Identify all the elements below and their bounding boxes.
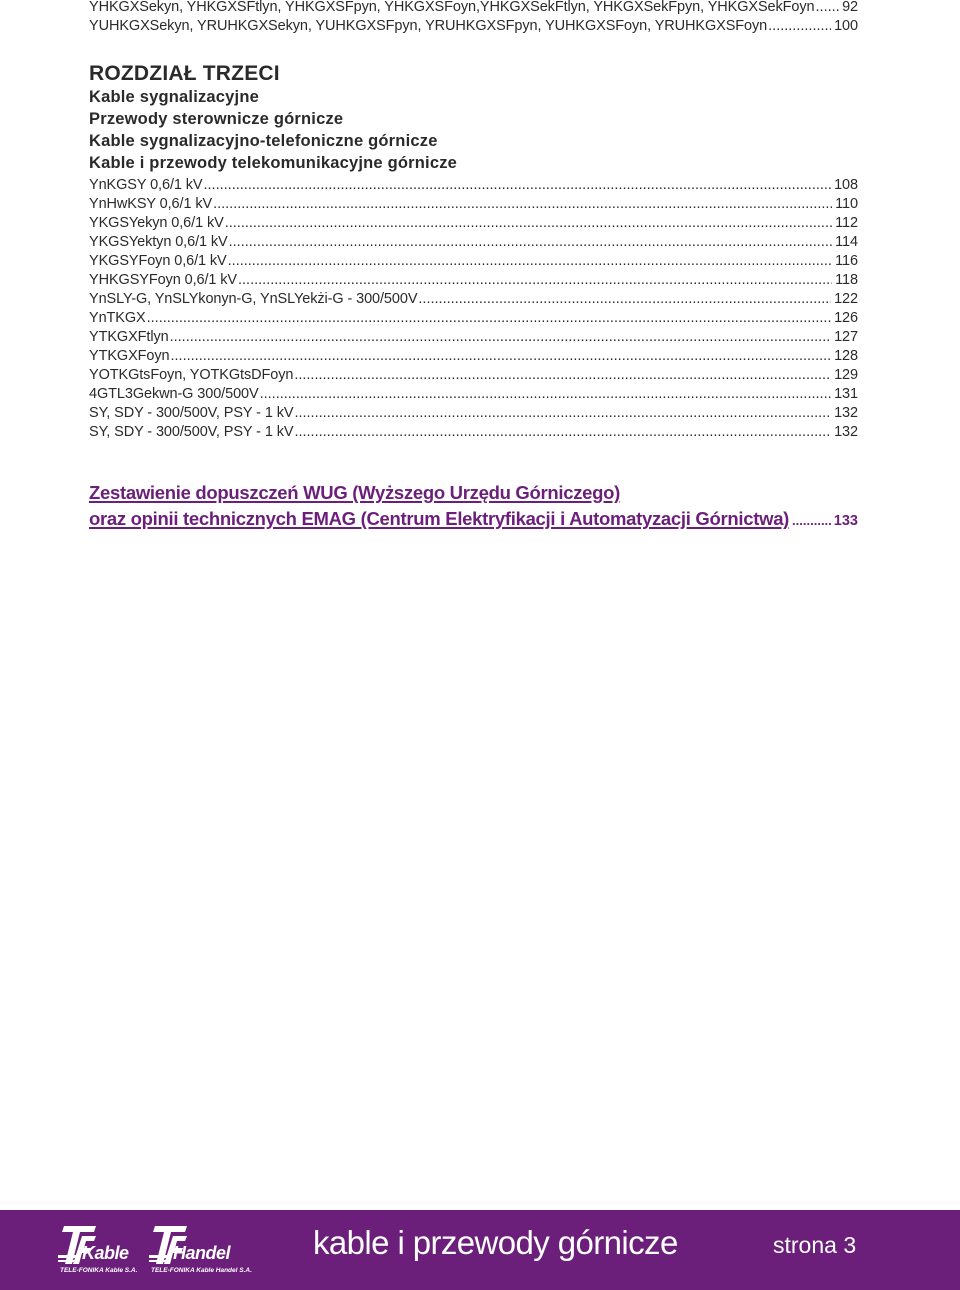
chapter-entries [89,176,858,442]
toc-row[interactable] [89,233,858,252]
toc-entry-label: SY, SDY - 300/500V, PSY - 1 kV [89,424,294,440]
dot-leader [170,328,832,347]
footer-title: kable i przewody górnicze [313,1224,678,1261]
toc-entry-page: 131 [834,386,858,402]
toc-entry-label: YnKGSY 0,6/1 kV [89,177,203,193]
toc-entry-label: YTKGXFoyn [89,348,170,364]
page-number: 3 [843,1232,857,1258]
logo-company: TELE-FONIKA Kable Handel S.A. [151,1267,252,1274]
chapter-subtitle: Kable sygnalizacyjne [89,88,259,106]
toc-row[interactable] [89,195,858,214]
toc-row[interactable] [89,0,858,17]
footer-page-number [773,1232,856,1259]
top-entries [89,0,858,36]
toc-entry-page: 126 [834,310,858,326]
toc-entry-page: 108 [834,177,858,193]
dot-leader [238,271,832,290]
toc-entry-page: 129 [834,367,858,383]
dot-leader [213,195,832,214]
dot-leader [204,176,832,195]
toc-entry-label: YTKGXFtlyn [89,329,169,345]
toc-row[interactable] [89,309,858,328]
toc-row[interactable] [89,176,858,195]
toc-row[interactable] [89,328,858,347]
dot-leader [260,385,832,404]
toc-entry-label: YKGSYekyn 0,6/1 kV [89,215,224,231]
toc-entry-label: YKGSYFoyn 0,6/1 kV [89,253,227,269]
wug-page: 133 [833,513,858,529]
toc-entry-label: YnSLY-G, YnSLYkonyn-G, YnSLYekżi-G - 300/500V [89,291,418,307]
wug-approvals-entry[interactable] [89,480,858,532]
toc-entry-page: 128 [834,348,858,364]
logo-brand: Kable [82,1243,129,1263]
toc-entry-page: 116 [835,253,858,269]
toc-row[interactable] [89,290,858,309]
toc-entry-page: 100 [834,18,858,34]
dot-leader [229,233,833,252]
dot-leader [816,0,840,17]
dot-leader [294,423,831,442]
logo-brand: Handel [173,1243,231,1263]
dot-leader [294,404,831,423]
chapter-subtitle: Przewody sterownicze górnicze [89,110,344,128]
toc-entry-label: YUHKGXSekyn, YRUHKGXSekyn, YUHKGXSFpyn, YRUHKGXSFpyn, YUHKGXSFoyn, YRUHKGXSFoyn [89,18,768,34]
dot-leader [228,252,833,271]
dot-leader [294,366,831,385]
page-label: strona [773,1232,837,1258]
toc-entry-page: 132 [834,405,858,421]
dot-leader [225,214,832,233]
toc-row[interactable] [89,252,858,271]
toc-row[interactable] [89,214,858,233]
wug-title-row-2 [89,506,858,532]
page-footer [0,1210,960,1290]
chapter-title: ROZDZIAŁ TRZECI [89,62,280,85]
toc-entry-label: YnTKGX [89,310,146,326]
toc-row[interactable] [89,347,858,366]
toc-entry-label: YnHwKSY 0,6/1 kV [89,196,213,212]
toc-row[interactable] [89,404,858,423]
toc-row[interactable] [89,17,858,36]
toc-entry-page: 112 [835,215,858,231]
toc-entry-page: 127 [834,329,858,345]
toc-entry-page: 118 [835,272,858,288]
toc-row[interactable] [89,423,858,442]
toc-entry-label: YOTKGtsFoyn, YOTKGtsDFoyn [89,367,294,383]
toc-entry-page: 122 [834,291,858,307]
toc-entry-page: 132 [834,424,858,440]
dot-leader [792,513,831,528]
chapter-heading [89,62,858,174]
toc-entry-label: 4GTL3Gekwn-G 300/500V [89,386,259,402]
wug-title-line-2: oraz opinii technicznych EMAG (Centrum Elektryfikacji i Automatyzacji Górnictwa) [89,508,790,529]
dot-leader [768,17,831,36]
toc-entry-page: 92 [842,0,858,15]
dot-leader [418,290,831,309]
toc-entry-page: 110 [835,196,858,212]
toc-entry-label: YHKGXSekyn, YHKGXSFtlyn, YHKGXSFpyn, YHKGXSFoyn,YHKGXSekFtlyn, YHKGXSekFpyn, YHKGXSekFoyn [89,0,815,15]
dot-leader [147,309,831,328]
chapter-subtitle: Kable i przewody telekomunikacyjne górnicze [89,154,458,172]
wug-title-line-1: Zestawienie dopuszczeń WUG (Wyższego Urzędu Górniczego) [89,482,621,503]
toc-entry-label: YHKGSYFoyn 0,6/1 kV [89,272,237,288]
toc-row[interactable] [89,366,858,385]
toc-entry-page: 114 [835,234,858,250]
dot-leader [171,347,832,366]
toc-entry-label: SY, SDY - 300/500V, PSY - 1 kV [89,405,294,421]
chapter-subtitle: Kable sygnalizacyjno-telefoniczne górnicze [89,132,438,150]
toc-entry-label: YKGSYektyn 0,6/1 kV [89,234,228,250]
toc-row[interactable] [89,271,858,290]
toc-row[interactable] [89,385,858,404]
logo-company: TELE-FONIKA Kable S.A. [60,1267,138,1274]
